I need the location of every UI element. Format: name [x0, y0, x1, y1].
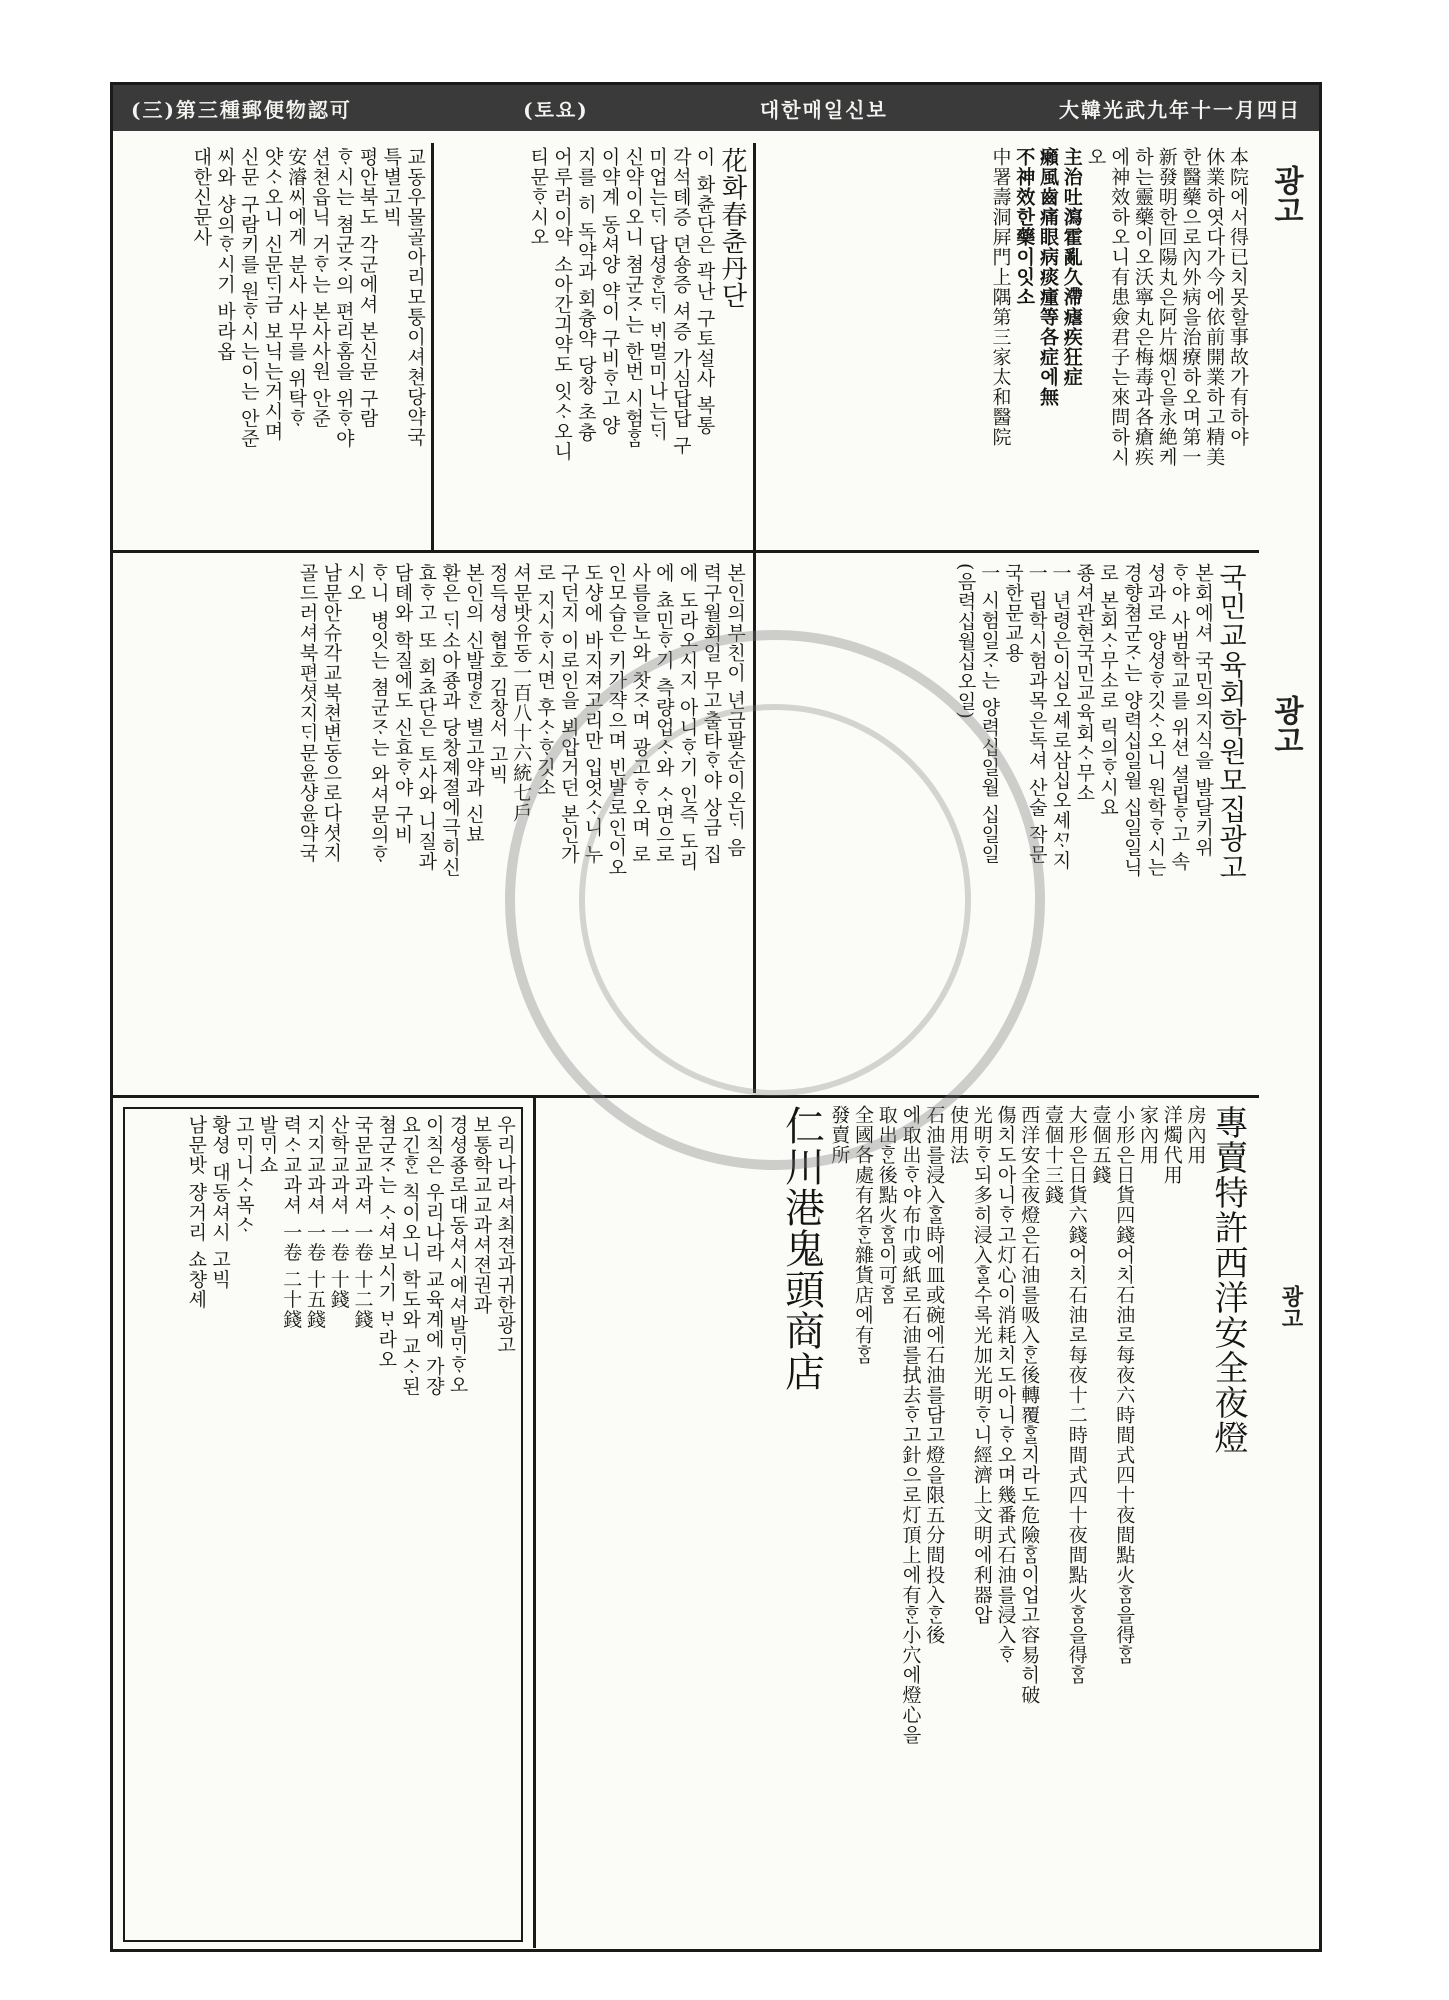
ad-school-title: 국민교육회학원모집광고	[1215, 563, 1248, 882]
ad-textbook-title: 우리나라셔최젼과귀한광고	[494, 1115, 516, 1355]
column-divider	[533, 1098, 536, 1948]
ad-safety-lamp: 專賣特許西洋安全夜燈 房內用 洋燭代用 家內用 小形은日貨四錢어치石油로每夜六時間式四十夜間點火ᄒᆞᆷ을得ᄒᆞᆷ 壹個五錢 大形은日貨六錢어치石油로每夜十二時間式四十夜間點火ᄒᆞᆷ을得ᄒᆞᆷ 壹個十三錢 西洋安全夜燈은石油를吸入ᄒᆞᆫ後轉覆ᄒᆞᆯ지라도危險ᄒᆞᆷ이업고容易히破 傷치도아니ᄒᆞ고灯心이消耗치도아니ᄒᆞ오며幾番式石油를浸入ᄒᆞ 光明ᄒᆞ되多히浸入ᄒᆞᆯ수록光加光明ᄒᆞ니經濟上文明에利器압 使用法 石油를浸入ᄒᆞᆯ時에皿或碗에石油를담고燈을限五分間投入ᄒᆞᆫ後 에取出ᄒᆞ야布巾或紙로石油를拭去ᄒᆞ고針으로灯頂上에有ᄒᆞᆫ小穴에燈心을 取出ᄒᆞᆫ後點火ᄒᆞᆷ이可ᄒᆞᆷ 全國各處有名ᄒᆞᆫ雜貨店에有ᄒᆞᆷ 發賣所 仁川港鬼頭商店	[549, 1105, 1249, 1940]
masthead-date: 大韓光武九年十一月四日	[1059, 97, 1301, 122]
ad-lamp-title: 專賣特許西洋安全夜燈	[1208, 1105, 1248, 1455]
masthead-paper-name: 대한매일신보	[759, 97, 888, 122]
ad-lamp-usage-title: 使用法	[947, 1105, 969, 1165]
masthead-registration: (三)第三種郵便物認可	[131, 97, 352, 122]
ad-special-title: 특별고빅	[380, 147, 403, 227]
ad-hwachun-title: 花화春츈丹단	[717, 147, 747, 309]
ad-missing-person: 본인의부친이 년금팔순이온ᄃᆡ 음 력구월회일 무고출타ᄒᆞ야 상금 집 에 도라오시지 아니ᄒᆞ기 인즉 도리 에 쵸민ᄒᆞ기 측량업ᄉᆞ와 ᄉᆞ면으로 사름을노와 찻ᄌᆞ며 광고ᄒᆞ오며 로 인모습은 키가쟉으며 빈발로인이오 도샹에 바지져고리만 입엇ᄉᆞ니 누 구던지 이로인을 뵈압거던 본인가 로 지시ᄒᆞ시면 후ᄉᆞᄒᆞ깃소 셔문밧유동一百八十六統七戶 정득셩 협호 김창서 고빅 본인의 신발명ᄒᆞᆫ 별고약과 신뵤 환은 ᄃᆡ소아죵과 당창졔졀에극히신 효ᄒᆞ고 또 회쵸단은 토사와 니질과 담톄와 학질에도 신효ᄒᆞ야 구비 ᄒᆞ니 병잇는 쳠군ᄌᆞ는 와셔문의ᄒᆞ 시오 남문안슈각교북쳔변동으로다셧지 골드러셔북편셧지ᄃᆡ문윤샹윤약국	[296, 563, 746, 878]
masthead-day: (토요)	[523, 97, 589, 122]
ad-special-notice: 교동우물골아리모퉁이셔쳔당약국 특별고빅 평안북도 각군에셔 본신문 구람 ᄒᆞ시는 쳠군ᄌᆞ의 편리홈을 위ᄒᆞ야 션쳔읍닉 거ᄒᆞ는 본사사원 안준 安濬씨에게 분사 사무를 위탁ᄒᆞ 얏ᄉᆞ오니 신문ᄃᆡ금 보닉는거시며 신문 구람키를 원ᄒᆞ시는이는 안준 씨와 샹의ᄒᆞ시기 바라옵 대한신문사	[121, 147, 426, 542]
ad-lamp-seller: 仁川港鬼頭商店	[778, 1105, 825, 1392]
ad-hwachun: 花화春츈丹단 이 화츈단은 곽난 구토설사 복통 각석톄증 뎐숑증 셔증 가심답답 구 미업는ᄃᆡ 답셩ᄒᆞᆫᄃᆡ ᄇᆡ멀미나는ᄃᆡ 신약이오니 쳠군ᄌᆞ는 한번 시험ᄒᆞᆷ 이약계 동셔양 약이 구비ᄒᆞ고 양 지를 히 독약과 회츙약 당창 초츙 어루러이약 소아간긔약도 잇ᄉᆞ오니 티문ᄒᆞ시오	[438, 147, 748, 542]
section-divider	[113, 550, 1259, 553]
side-label-ad: 광고	[1268, 165, 1303, 225]
ad-school-recruitment: 국민교육회학원모집광고 본회에셔 국민의지식을 발달키위 ᄒᆞ야 사범학교를 위션 셜립ᄒᆞ고 속 셩과로 양셩ᄒᆞ깃ᄉᆞ오니 원학ᄒᆞ시는 경향쳠군ᄌᆞ는 양력십일월 십일일닉 로 본회ᄉᆞ무소로 릭의ᄒᆞ시요 죵셔관현국민교육회ᄉᆞ무소 一 년령은이십오셰로삼십오셰ᄭᆞ지 一 립학시험과목은독셔 산술 작문 국한문교용 一 시험일ᄌᆞ는 양력십일월 십일일 (음력십월십오일)	[789, 563, 1249, 1088]
side-label-ad: 광고	[1278, 1285, 1304, 1329]
masthead	[113, 85, 1319, 131]
library-seal-stamp	[505, 630, 1045, 1170]
column-divider	[753, 143, 756, 550]
ad-hospital: 本院에서得已치못할事故가有하야 休業하엿다가今에依前開業하고精美 한醫藥으로內外病을治療하오며第一 新發明한回陽丸은阿片烟인을永絶케 하는靈藥이오沃寧丸은梅毒과各瘡疾 에神效하오니有患僉君子는來問하시 오 主治吐瀉霍亂久滯瘧疾狂症 癩風齒痛眼病痰瘇等各症에無 不神效한藥이잇소 中署壽洞屛門上隅第三家太和醫院	[989, 147, 1249, 467]
ad-textbook: 우리나라셔최젼과귀한광고 보통학교교과셔젼권과 경셩죵로대동셔시에셔발ᄆᆡᄒᆞ오 이칙은 우리나라 교육계에 가쟝 요긴ᄒᆞᆫ 칙이오니 학도와 교ᄉᆞ된 쳠군ᄌᆞ는 ᄉᆞ셔보시기 ᄇᆞ라오 국문교과셔 一卷 十二錢 산학교과셔 一卷 十錢 지지교과셔 一卷 十五錢 력ᄉᆞ교과셔 一卷 二十錢 발ᄆᆡ쇼 고ᄆᆡ니ᄉᆞ목ᄉᆞ 황셩 대동셔시 고빅 남문밧 쟝거리 쇼챵셰	[131, 1115, 516, 1935]
column-divider	[431, 143, 434, 550]
library-seal-inner	[579, 704, 971, 1096]
side-label-ad: 광고	[1268, 695, 1303, 755]
newspaper-page	[110, 82, 1322, 1952]
